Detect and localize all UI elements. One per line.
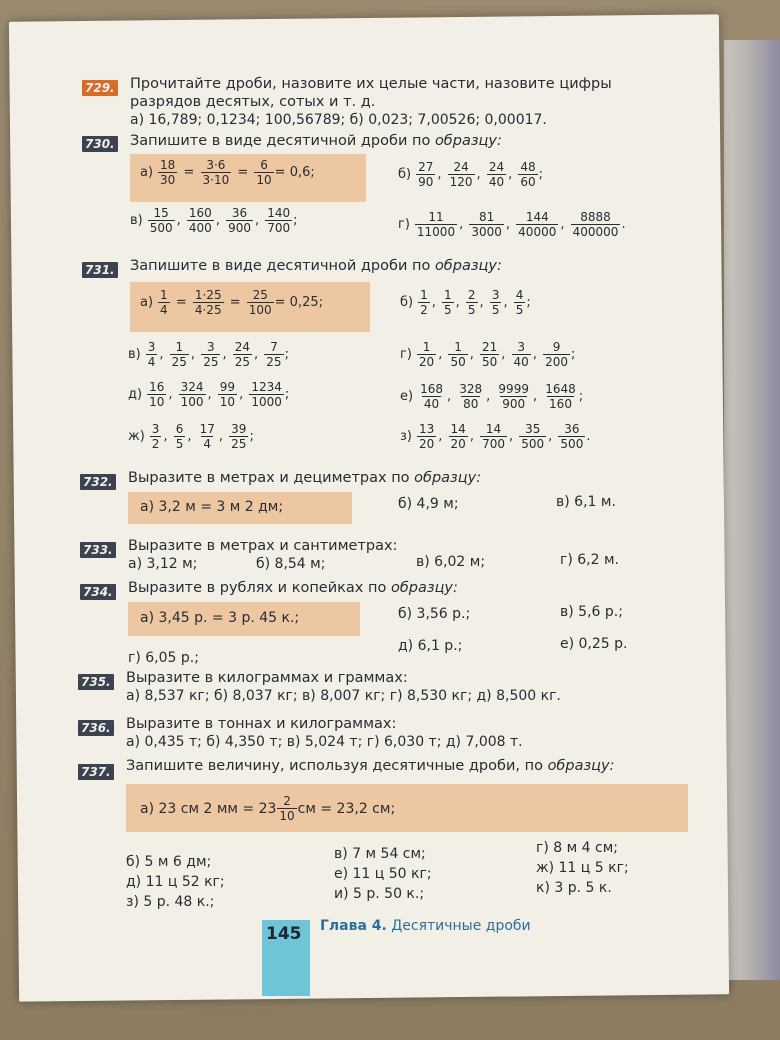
exercise-item: з) 5 р. 48 к.;: [126, 894, 215, 910]
exercise-item: а) 3,2 м = 3 м 2 дм;: [140, 499, 284, 515]
separator: ,: [163, 429, 172, 444]
fraction: $\frac{25}{100}$: [248, 288, 272, 317]
fraction: $\frac{24}{40}$: [488, 160, 505, 189]
exercise-task: Запишите величину, используя десятичные дроби, по образцу:: [126, 758, 615, 774]
fraction: $\frac{3}{40}$: [513, 340, 529, 369]
exercise-item: д) 6,1 р.;: [398, 638, 463, 654]
fraction: $\frac{27}{90}$: [418, 160, 434, 189]
separator: ,: [438, 347, 447, 362]
fraction: $\frac{16}{10}$: [149, 380, 165, 409]
separator: ,: [505, 217, 515, 232]
exercise-number: 731.: [82, 262, 118, 278]
exercise-item: д) 11 ц 52 кг;: [126, 874, 225, 890]
separator: ,: [222, 347, 231, 362]
exercise-number: 737.: [78, 764, 114, 780]
fraction-row: а) $\frac{1}{4}$ = $\frac{1\cdot 25}{4\cdot 25}$ = $\frac{25}{100}$ = 0,25;: [140, 288, 324, 317]
fraction: $\frac{4}{5}$: [515, 288, 524, 317]
fraction: $\frac{9999}{900}$: [498, 382, 529, 411]
separator: ,: [459, 217, 468, 232]
fraction-row: а) $\frac{18}{30}$ = $\frac{3\cdot 6}{3\cdot 10}$ = $\frac{6}{10}$ = 0,6;: [140, 158, 315, 187]
fraction: $\frac{9}{200}$: [545, 340, 568, 369]
fraction-row: б) $\frac{1}{2}$ , $\frac{1}{5}$ , $\frac{2}{5}$ , $\frac{3}{5}$ , $\frac{4}{5}$ ;: [400, 288, 531, 317]
separator: ,: [501, 347, 510, 362]
fraction: $\frac{14}{700}$: [482, 422, 505, 451]
separator: ,: [187, 429, 196, 444]
fraction: $\frac{328}{80}$: [459, 382, 483, 411]
page-number: 145: [266, 924, 302, 944]
exercise-item: г) 6,05 р.;: [128, 650, 199, 666]
separator: ,: [469, 347, 478, 362]
fraction-row: в) $\frac{3}{4}$ , $\frac{1}{25}$ , $\frac{3}{25}$ , $\frac{24}{25}$ , $\frac{7}{25}$ ;: [128, 340, 289, 369]
separator: ,: [469, 429, 479, 444]
fraction: $\frac{1}{4}$: [160, 288, 168, 317]
fraction: $\frac{6}{10}$: [256, 158, 272, 187]
fraction-row: д) $\frac{16}{10}$ , $\frac{324}{100}$ , $\frac{99}{10}$ , $\frac{1234}{1000}$ ;: [128, 380, 290, 409]
exercise-task: Выразите в метрах и дециметрах по образцу:: [128, 470, 482, 486]
exercise-item: а) 3,12 м;: [128, 556, 198, 572]
exercise-item: в) 7 м 54 см;: [334, 846, 426, 862]
exercise-task: Запишите в виде десятичной дроби по образцу:: [130, 133, 502, 149]
fraction: $\frac{3\cdot 6}{3\cdot 10}$: [202, 158, 230, 187]
fraction-row: з) $\frac{13}{20}$ , $\frac{14}{20}$ , $\frac{14}{700}$ , $\frac{35}{500}$ , $\frac{36}{500}$ .: [400, 422, 591, 451]
fraction: $\frac{24}{25}$: [234, 340, 251, 369]
separator: =: [233, 165, 253, 180]
fraction: $\frac{24}{120}$: [449, 160, 473, 189]
fraction: $\frac{2}{10}$: [279, 794, 295, 823]
separator: ,: [254, 213, 264, 228]
separator: ,: [218, 429, 228, 444]
fraction: $\frac{1648}{160}$: [545, 382, 576, 411]
separator: ,: [560, 217, 569, 232]
fraction: $\frac{17}{4}$: [199, 422, 215, 451]
fraction: $\frac{36}{500}$: [560, 422, 584, 451]
exercise-items: а) 0,435 т; б) 4,350 т; в) 5,024 т; г) 6,030 т; д) 7,008 т.: [126, 734, 523, 750]
exercise-task: Прочитайте дроби, назовите их целые части, назовите цифры: [130, 76, 612, 92]
fraction: $\frac{15}{500}$: [149, 206, 173, 235]
exercise-item: ж) 11 ц 5 кг;: [536, 860, 629, 876]
fraction-row: г) $\frac{1}{20}$ , $\frac{1}{50}$ , $\frac{21}{50}$ , $\frac{3}{40}$ , $\frac{9}{200}$ ;: [400, 340, 576, 369]
separator: ,: [479, 295, 488, 310]
exercise-items: а) 16,789; 0,1234; 100,56789; б) 0,023; 7,00526; 0,00017.: [130, 112, 547, 128]
exercise-number: 732.: [80, 474, 116, 490]
exercise-task: Выразите в метрах и сантиметрах:: [128, 538, 398, 554]
exercise-item: и) 5 р. 50 к.;: [334, 886, 425, 902]
fraction: $\frac{99}{10}$: [219, 380, 236, 409]
fraction: $\frac{2}{5}$: [467, 288, 476, 317]
separator: ,: [207, 387, 216, 402]
separator: =: [179, 165, 199, 180]
fraction: $\frac{168}{40}$: [420, 382, 443, 411]
separator: ,: [431, 295, 440, 310]
fraction: $\frac{3}{25}$: [203, 340, 219, 369]
fraction: $\frac{21}{50}$: [482, 340, 498, 369]
fraction: $\frac{6}{5}$: [175, 422, 184, 451]
fraction-row: а) 23 см 2 мм = 23 $\frac{2}{10}$ см = 23,2 см;: [140, 794, 396, 823]
fraction-row: ж) $\frac{3}{2}$ , $\frac{6}{5}$ , $\frac{17}{4}$ , $\frac{39}{25}$ ;: [128, 422, 254, 451]
fraction-row: е) $\frac{168}{40}$ , $\frac{328}{80}$ , $\frac{9999}{900}$ , $\frac{1648}{160}$ ;: [400, 382, 584, 411]
exercise-number: 735.: [78, 674, 114, 690]
separator: ,: [446, 389, 456, 404]
fraction: $\frac{1}{50}$: [450, 340, 466, 369]
fraction: $\frac{7}{25}$: [266, 340, 282, 369]
separator: ,: [437, 167, 446, 182]
fraction: $\frac{140}{700}$: [267, 206, 291, 235]
separator: ,: [190, 347, 200, 362]
exercise-task: Выразите в тоннах и килограммах:: [126, 716, 397, 732]
fraction: $\frac{1}{5}$: [444, 288, 452, 317]
exercise-number: 734.: [80, 584, 116, 600]
fraction: $\frac{35}{500}$: [521, 422, 545, 451]
fraction: $\frac{1\cdot 25}{4\cdot 25}$: [194, 288, 222, 317]
separator: ,: [455, 295, 464, 310]
separator: ,: [503, 295, 512, 310]
exercise-number: 736.: [78, 720, 114, 736]
exercise-item: е) 0,25 р.: [560, 636, 628, 652]
fraction: $\frac{14}{20}$: [450, 422, 466, 451]
separator: ,: [548, 429, 557, 444]
exercise-items: а) 8,537 кг; б) 8,037 кг; в) 8,007 кг; г) 8,530 кг; д) 8,500 кг.: [126, 688, 561, 704]
fraction-row: б) $\frac{27}{90}$ , $\frac{24}{120}$ , $\frac{24}{40}$ , $\frac{48}{60}$ ;: [398, 160, 544, 189]
exercise-item: б) 3,56 р.;: [398, 606, 471, 622]
separator: ,: [532, 389, 542, 404]
fraction-row: в) $\frac{15}{500}$ , $\frac{160}{400}$ , $\frac{36}{900}$ , $\frac{140}{700}$ ;: [130, 206, 298, 235]
separator: ,: [532, 347, 542, 362]
separator: ,: [215, 213, 225, 228]
exercise-number: 729.: [82, 80, 118, 96]
fraction: $\frac{1}{20}$: [418, 340, 435, 369]
separator: ,: [508, 167, 517, 182]
separator: ,: [159, 347, 168, 362]
fraction: $\frac{1}{2}$: [420, 288, 428, 317]
fraction: $\frac{8888}{400000}$: [572, 210, 619, 239]
fraction: $\frac{11}{11000}$: [416, 210, 456, 239]
fraction: $\frac{3}{4}$: [147, 340, 156, 369]
exercise-task: разрядов десятых, сотых и т. д.: [130, 94, 376, 110]
exercise-item: в) 6,1 м.: [556, 494, 616, 510]
separator: ,: [254, 347, 263, 362]
fraction: $\frac{81}{3000}$: [471, 210, 502, 239]
exercise-task: Выразите в килограммах и граммах:: [126, 670, 408, 686]
exercise-task: Выразите в рублях и копейках по образцу:: [128, 580, 458, 596]
fraction: $\frac{48}{60}$: [520, 160, 536, 189]
exercise-task: Запишите в виде десятичной дроби по образцу:: [130, 258, 502, 274]
exercise-item: в) 5,6 р.;: [560, 604, 623, 620]
fraction: $\frac{18}{30}$: [160, 158, 176, 187]
separator: ,: [476, 167, 485, 182]
separator: =: [225, 295, 245, 310]
separator: ,: [176, 213, 185, 228]
separator: ,: [168, 387, 177, 402]
fraction: $\frac{13}{20}$: [418, 422, 435, 451]
chapter-title: Глава 4. Десятичные дроби: [320, 918, 531, 934]
separator: ,: [239, 387, 248, 402]
exercise-item: е) 11 ц 50 кг;: [334, 866, 432, 882]
fraction: $\frac{39}{25}$: [231, 422, 247, 451]
fraction-row: г) $\frac{11}{11000}$ , $\frac{81}{3000}$ , $\frac{144}{40000}$ , $\frac{8888}{400000}$ .: [398, 210, 626, 239]
exercise-number: 730.: [82, 136, 118, 152]
exercise-item: а) 3,45 р. = 3 р. 45 к.;: [140, 610, 300, 626]
fraction: $\frac{324}{100}$: [180, 380, 204, 409]
separator: =: [171, 295, 191, 310]
separator: ,: [508, 429, 518, 444]
exercise-item: б) 5 м 6 дм;: [126, 854, 212, 870]
fraction: $\frac{144}{40000}$: [518, 210, 557, 239]
separator: ,: [438, 429, 447, 444]
exercise-item: б) 4,9 м;: [398, 496, 459, 512]
fraction: $\frac{3}{2}$: [151, 422, 160, 451]
exercise-item: г) 8 м 4 см;: [536, 840, 618, 856]
fraction: $\frac{3}{5}$: [491, 288, 500, 317]
fraction: $\frac{1}{25}$: [171, 340, 187, 369]
exercise-item: в) 6,02 м;: [416, 554, 486, 570]
fraction: $\frac{1234}{1000}$: [251, 380, 282, 409]
exercise-number: 733.: [80, 542, 116, 558]
exercise-item: б) 8,54 м;: [256, 556, 326, 572]
exercise-item: к) 3 р. 5 к.: [536, 880, 612, 896]
separator: ,: [486, 389, 495, 404]
exercise-item: г) 6,2 м.: [560, 552, 619, 568]
fraction: $\frac{160}{400}$: [188, 206, 212, 235]
fraction: $\frac{36}{900}$: [228, 206, 251, 235]
